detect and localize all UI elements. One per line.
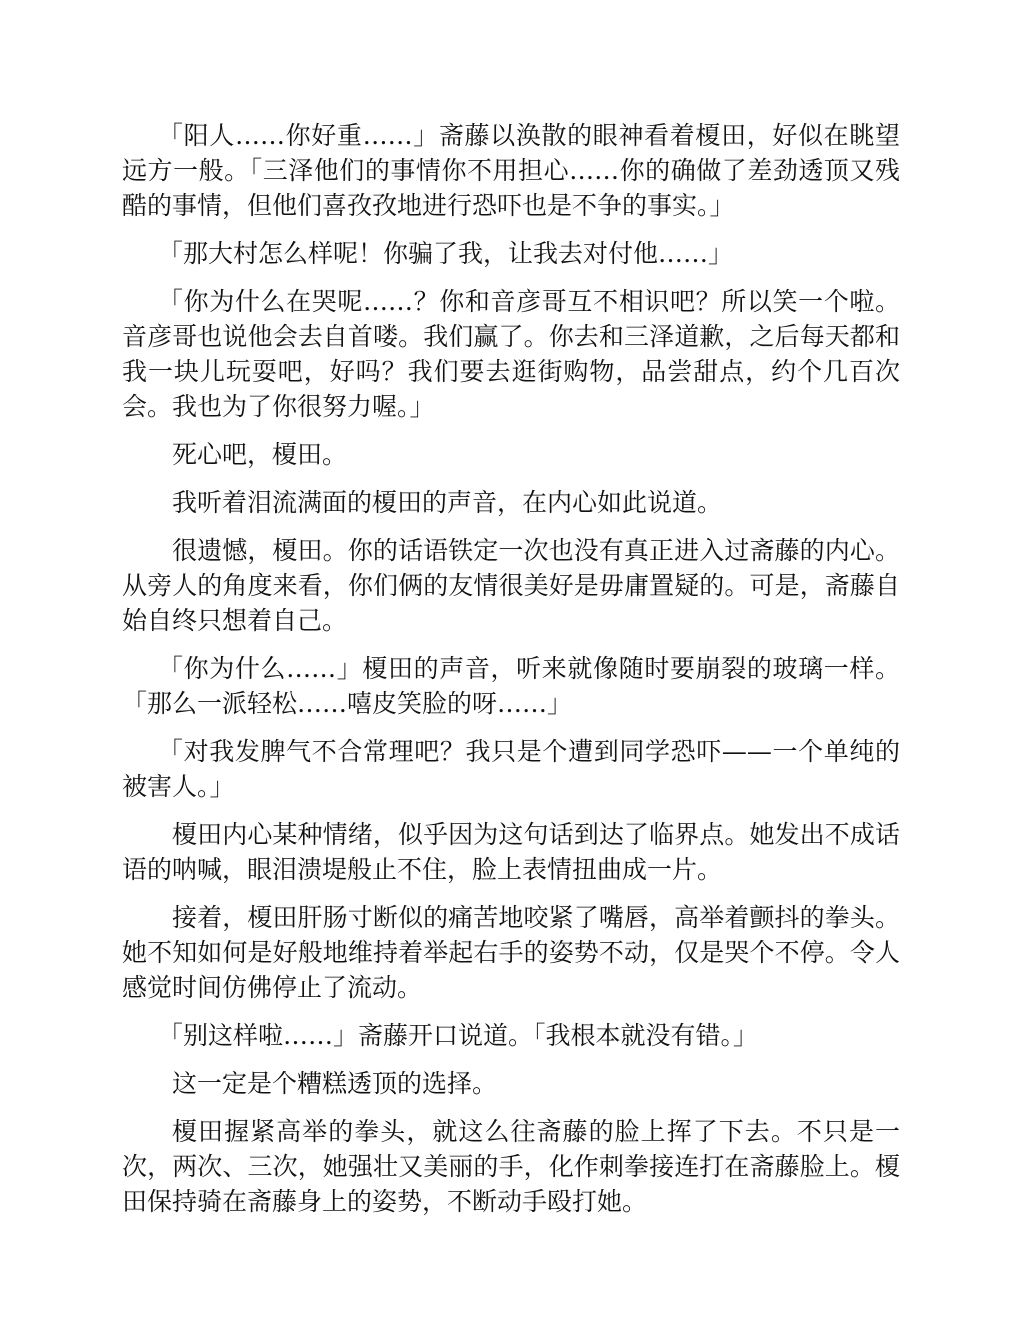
paragraph: 死心吧，榎田。: [172, 440, 348, 469]
paragraph: 「阳人……你好重……」斋藤以涣散的眼神看着榎田，好似在眺望远方一般。「三泽他们的事情你不用担心……你的确做了差劲透顶又残酷的事情，但他们喜孜孜地进行恐吓也是不争的事实。」: [122, 121, 900, 220]
paragraph: 接着，榎田肝肠寸断似的痛苦地咬紧了嘴唇，高举着颤抖的拳头。她不知如何是好般地维持着举起右手的姿势不动，仅是哭个不停。令人感觉时间仿佛停止了流动。: [122, 903, 900, 1002]
paragraph: 「你为什么……」榎田的声音，听来就像随时要崩裂的玻璃一样。「那么一派轻松……嘻皮笑脸的呀……」: [122, 654, 900, 718]
paragraph: 榎田握紧高举的拳头，就这么往斋藤的脸上挥了下去。不只是一次，两次、三次，她强壮又美丽的手，化作刺拳接连打在斋藤脸上。榎田保持骑在斋藤身上的姿势，不断动手殴打她。: [122, 1117, 900, 1216]
paragraph: 很遗憾，榎田。你的话语铁定一次也没有真正进入过斋藤的内心。从旁人的角度来看，你们俩的友情很美好是毋庸置疑的。可是，斋藤自始自终只想着自己。: [122, 536, 900, 635]
paragraph: 「你为什么在哭呢……？你和音彦哥互不相识吧？所以笑一个啦。音彦哥也说他会去自首喽。我们赢了。你去和三泽道歉，之后每天都和我一块儿玩耍吧，好吗？我们要去逛街购物，品尝甜点，约个几百次会。我也为了你很努力喔。」: [122, 287, 900, 421]
paragraph: 榎田内心某种情绪，似乎因为这句话到达了临界点。她发出不成话语的呐喊，眼泪溃堤般止不住，脸上表情扭曲成一片。: [122, 820, 900, 884]
body-text: [122, 118, 900, 1232]
paragraph: 这一定是个糟糕透顶的选择。: [172, 1069, 498, 1098]
paragraph: 「那大村怎么样呢！你骗了我，让我去对付他……」: [158, 239, 734, 268]
paragraph: 我听着泪流满面的榎田的声音，在内心如此说道。: [172, 488, 723, 517]
paragraph: 「对我发脾气不合常理吧？我只是个遭到同学恐吓——一个单纯的被害人。」: [122, 737, 900, 801]
paragraph: 「别这样啦……」斋藤开口说道。「我根本就没有错。」: [158, 1021, 759, 1050]
